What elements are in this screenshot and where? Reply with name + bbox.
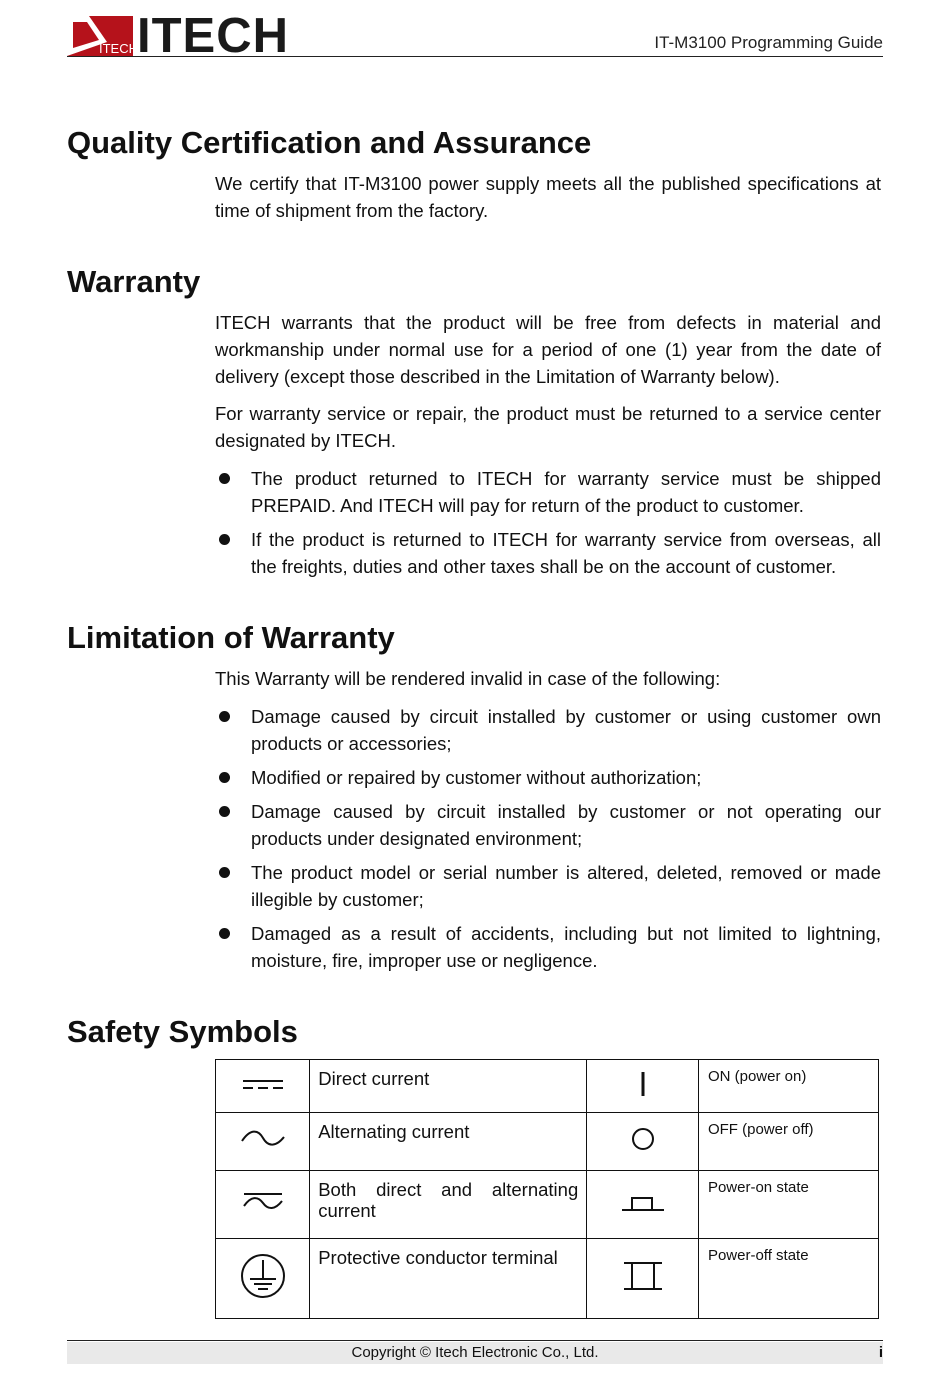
symbol-description — [310, 1060, 587, 1113]
symbol-description: Power-on state — [698, 1171, 878, 1239]
symbol-description: ON (power on) — [698, 1060, 878, 1113]
bullet-icon — [219, 711, 230, 722]
logo-badge-text: ITECH — [99, 41, 138, 56]
symbol-cell — [587, 1113, 699, 1171]
symbol-description: Power-off state — [698, 1239, 878, 1319]
list-item — [215, 526, 881, 580]
symbol-cell — [587, 1171, 699, 1239]
list-item — [215, 703, 881, 757]
table-row — [216, 1113, 879, 1171]
heading-warranty: Warranty — [67, 264, 201, 299]
header-title: IT-M3100 Programming Guide — [654, 33, 883, 52]
list-item-text: The product model or serial number is altered, deleted, removed or made illegible by customer; — [251, 862, 881, 910]
list-item — [215, 465, 881, 519]
bullet-icon — [219, 928, 230, 939]
symbol-description-text: Protective conductor terminal — [318, 1247, 558, 1268]
list-item-text: Modified or repaired by customer without authorization; — [251, 767, 702, 788]
symbol-cell — [216, 1113, 310, 1171]
page-header — [67, 9, 883, 63]
warranty-paragraph-1: ITECH warrants that the product will be free from defects in material and workmanship under normal use for a period of one (1) year from the date of delivery (except those described in the Limitation of Warranty below). — [215, 312, 881, 387]
page-footer — [67, 1342, 883, 1364]
bullet-icon — [219, 534, 230, 545]
symbol-cell — [587, 1060, 699, 1113]
heading-safety: Safety Symbols — [67, 1014, 298, 1049]
table-row — [216, 1060, 879, 1113]
logo-badge-icon — [67, 16, 138, 56]
list-item-text: The product returned to ITECH for warranty service must be shipped PREPAID. And ITECH will pay for return of the product to customer. — [251, 468, 881, 516]
page-number: i — [878, 1344, 883, 1361]
symbol-description: OFF (power off) — [698, 1113, 878, 1171]
list-item-text: Damaged as a result of accidents, including but not limited to lightning, moisture, fire, improper use or negligence. — [251, 923, 881, 971]
symbol-description — [310, 1113, 587, 1171]
list-item-text: Damage caused by circuit installed by customer or not operating our products under designated environment; — [251, 801, 881, 849]
symbol-cell — [216, 1239, 310, 1319]
bullet-icon — [219, 867, 230, 878]
footer-divider — [67, 1340, 883, 1341]
safety-symbols-table — [215, 1059, 879, 1319]
bullet-icon — [219, 473, 230, 484]
quality-paragraph: We certify that IT-M3100 power supply meets all the published specifications at time of shipment from the factory. — [215, 173, 881, 221]
symbol-description — [310, 1239, 587, 1319]
list-item — [215, 920, 881, 974]
alternating-current-icon — [238, 1127, 288, 1151]
list-item — [215, 859, 881, 913]
heading-quality: Quality Certification and Assurance — [67, 125, 592, 160]
symbol-description-text: Alternating current — [318, 1121, 470, 1142]
symbol-description-text: Direct current — [318, 1068, 430, 1089]
symbol-cell — [216, 1171, 310, 1239]
itech-logo — [67, 9, 302, 63]
list-item-text: If the product is returned to ITECH for warranty service from overseas, all the freights, duties and other taxes shall be on the account of customer. — [251, 529, 881, 577]
power-on-state-icon — [618, 1190, 668, 1214]
protective-earth-icon — [238, 1251, 288, 1301]
list-item — [215, 798, 881, 852]
table-row — [216, 1171, 879, 1239]
symbol-cell — [216, 1060, 310, 1113]
power-off-icon — [629, 1125, 657, 1153]
warranty-paragraph-2: For warranty service or repair, the product must be returned to a service center designated by ITECH. — [215, 403, 881, 451]
list-item-text: Damage caused by circuit installed by customer or using customer own products or accessories; — [251, 706, 881, 754]
symbol-description — [310, 1171, 587, 1239]
bullet-icon — [219, 772, 230, 783]
copyright-text: Copyright © Itech Electronic Co., Ltd. — [351, 1344, 599, 1361]
list-item — [215, 764, 881, 791]
limitation-paragraph: This Warranty will be rendered invalid in case of the following: — [215, 668, 721, 689]
direct-current-icon — [238, 1074, 288, 1094]
heading-limitation: Limitation of Warranty — [67, 620, 395, 655]
symbol-description-text: Both direct and alternating current — [318, 1179, 579, 1221]
table-row — [216, 1239, 879, 1319]
dc-ac-icon — [238, 1189, 288, 1215]
logo-text: ITECH — [137, 9, 289, 63]
symbol-cell — [587, 1239, 699, 1319]
bullet-icon — [219, 806, 230, 817]
power-on-icon — [633, 1069, 653, 1099]
power-off-state-icon — [618, 1259, 668, 1293]
